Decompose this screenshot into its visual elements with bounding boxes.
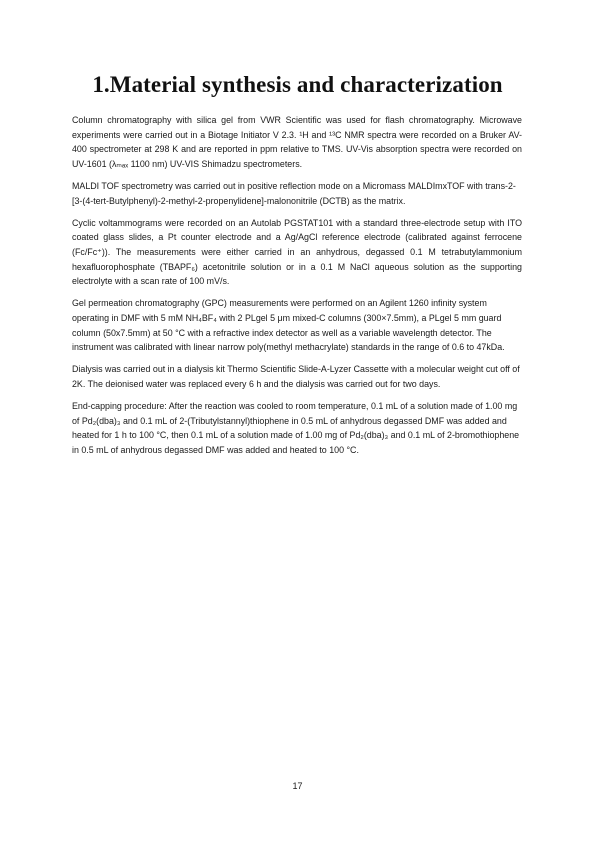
paragraph-instrumentation: Column chromatography with silica gel from VWR Scientific was used for flash chromatography. Microwave experiments were carried out in a Biotage Initiator V 2.3. ¹H and ¹³C NMR spectra were recorded on a Bruker AV-400 spectrometer at 298 K and are reported in ppm relative to TMS. UV-Vis absorption spectra were recorded on UV-1601 (λₘₐₓ 1100 nm) UV-VIS Shimadzu spectrometers.: [72, 115, 522, 169]
paragraph-cyclic-voltammetry: Cyclic voltammograms were recorded on an Autolab PGSTAT101 with a standard three-electrode setup with ITO coated glass slides, a Pt counter electrode and a Ag/AgCl reference electrode (calibrated against ferrocene (Fc/Fc⁺)). The measurements were either carried in an anhydrous, degassed 0.1 M tetrabutylammonium hexafluorophosphate (TBAPF₆) acetonitrile solution or in a 0.1 M NaCl aqueous solution as the supporting electrolyte with a scan rate of 100 mV/s.: [72, 217, 522, 287]
paragraph-dialysis: Dialysis was carried out in a dialysis kit Thermo Scientific Slide-A-Lyzer Cassette with a molecular weight cut off of 2K. The deionised water was replaced every 6 h and the dialysis was carried out for two days.: [72, 364, 520, 389]
body-text: [72, 113, 522, 465]
paragraph-maldi-tof: MALDI TOF spectrometry was carried out in positive reflection mode on a Micromass MALDImxTOF with trans-2-[3-(4-tert-Butylphenyl)-2-methyl-2-propenylidene]-malononitrile (DCTB) as the matrix.: [72, 180, 516, 206]
page-number: 17: [292, 781, 303, 791]
paragraph-end-capping: End-capping procedure: After the reaction was cooled to room temperature, 0.1 mL of a solution made of 1.00 mg of Pd₂(dba)₃ and 0.1 mL of 2-(Tributylstannyl)thiophene in 0.5 mL of anhydrous degassed DMF was added and heated for 1 h to 100 °C, then 0.1 mL of a solution made of 1.00 mg of Pd₂(dba)₃ and 0.1 mL of 2-bromothiophene in 0.5 mL of anhydrous degassed DMF was added and heated to 100 °C.: [72, 401, 520, 455]
section-heading: 1.Material synthesis and characterization: [92, 72, 503, 97]
paragraph-gpc: Gel permeation chromatography (GPC) measurements were performed on an Agilent 1260 infinity system operating in DMF with 5 mM NH₄BF₄ with 2 PLgel 5 μm mixed-C columns (300×7.5mm), a PLgel 5 mm guard column (50x7.5mm) at 50 °C with a refractive index detector as well as a variable wavelength detector. The instrument was calibrated with linear narrow poly(methyl methacrylate) standards in the range of 0.6 to 47kDa.: [72, 298, 505, 353]
